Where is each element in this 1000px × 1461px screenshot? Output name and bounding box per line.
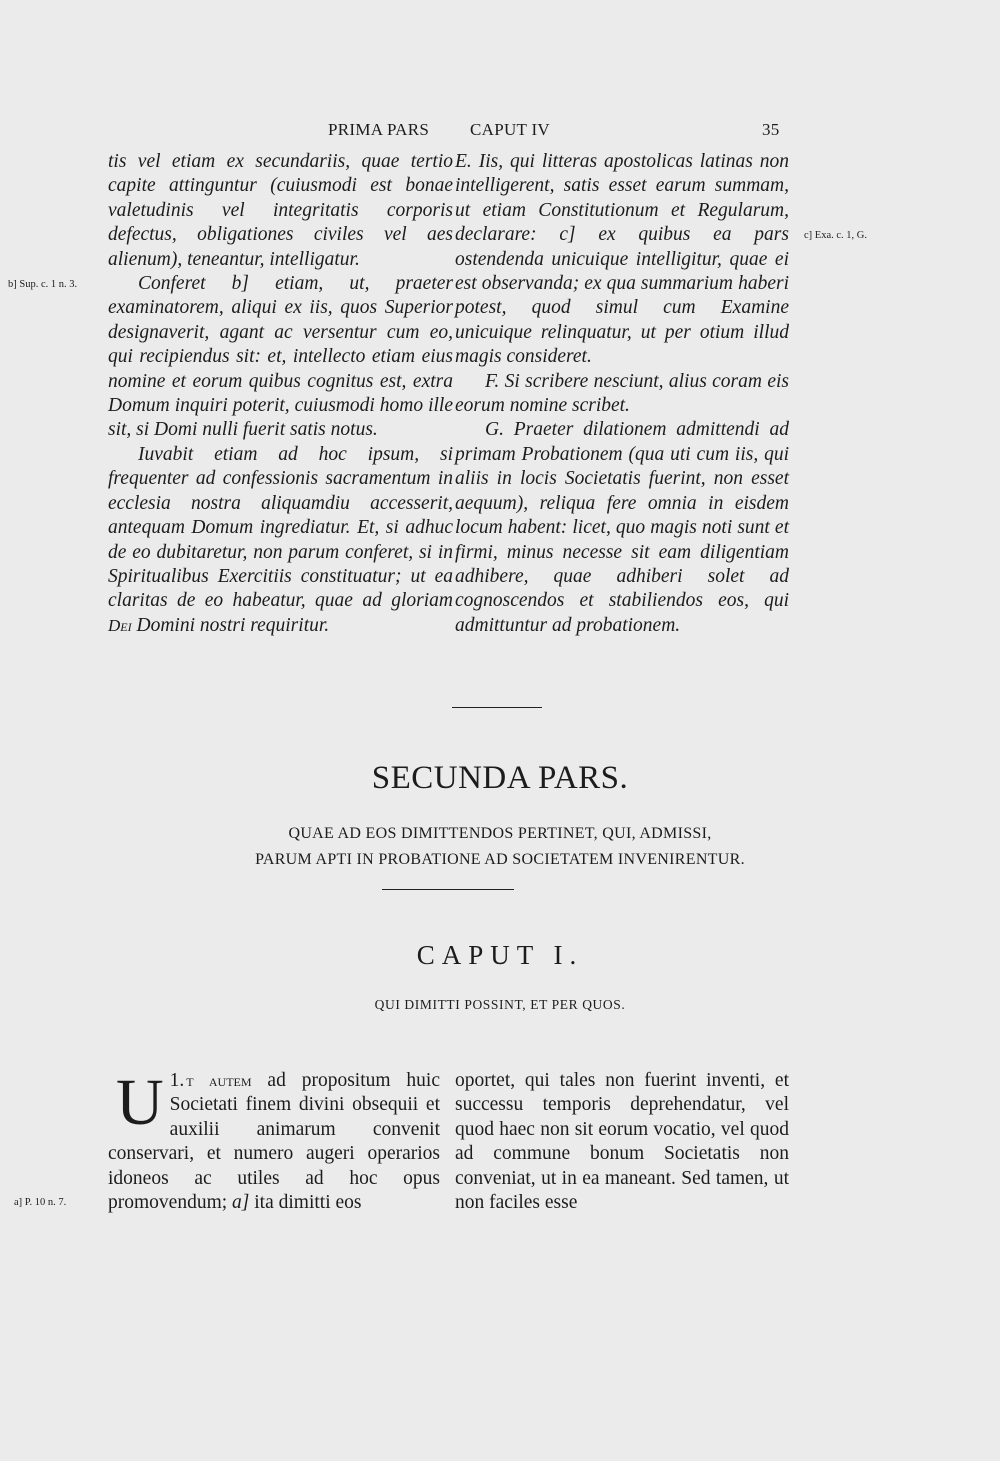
running-head-right: CAPUT IV [470, 120, 551, 139]
paragraph: oportet, qui tales non fuerint inventi, et successu temporis deprehendatur, vel quod haec non sit eorum vocatio, vel quod ad commune bonum Societatis non conveniat, ut in ea maneant. Sed tamen, ut non faciles esse [455, 1070, 789, 1214]
bottom-right-column [455, 1069, 789, 1215]
section-divider [382, 889, 514, 890]
part-title: SECUNDA PARS. [371, 760, 629, 796]
dei-smallcaps: Dei [108, 615, 132, 635]
top-right-column [455, 150, 789, 638]
margin-note-b: b] Sup. c. 1 n. 3. [8, 279, 78, 290]
part-subtitle-line2: PARUM APTI IN PROBATIONE AD SOCIETATEM INVENIRENTUR. [255, 851, 745, 868]
paragraph-text: ita dimitti eos [249, 1192, 362, 1214]
chapter-subtitle: QUI DIMITTI POSSINT, ET PER QUOS. [374, 997, 626, 1012]
top-left-column [108, 150, 453, 638]
running-head-left: PRIMA PARS [328, 120, 430, 139]
paragraph: tis vel etiam ex secundariis, quae tertio capite attinguntur (cuiusmodi est bonae valetudinis vel integritatis corporis defectus, obligationes civiles vel aes alienum), teneantur, intelligatur. [108, 151, 453, 270]
paragraph-text: Iuvabit etiam ad hoc ipsum, si frequenter ad confessionis sacramentum in ecclesia nostra aliquamdiu accesserit, antequam Domum ingrediatur. Et, si adhuc de eo dubitaretur, non parum conferet, si in Spiritualibus Exercitiis constituatur; ut ea claritas de eo habeatur, quae ad gloriam [108, 443, 453, 612]
paragraph [108, 443, 453, 638]
paragraph-text: ad propositum huic Societati finem divini obsequii et auxilii animarum convenit conservari, et numero augeri operarios idoneos ac utiles ad hoc opus promovendum; [108, 1070, 440, 1214]
declaration-e: E. Iis, qui litteras apostolicas latinas non intelligerent, satis esset earum summam, ut etiam Constitutionum et Regularum, declarare: c] ex quibus ea pars ostendenda unicuique intelligitur, quae ei est observanda; ex qua summarium haberi potest, quod simul cum Examine unicuique relinquatur, ut per otium illud magis consideret. [455, 151, 789, 368]
paragraph-text: Domini nostri requiritur. [131, 614, 330, 636]
part-subtitle-line1: QUAE AD EOS DIMITTENDOS PERTINET, QUI, ADMISSI, [288, 825, 712, 842]
opening-smallcaps: t autem [186, 1071, 252, 1090]
paragraph-number: 1. [169, 1070, 185, 1091]
margin-note-c: c] Exa. c. 1, G. [804, 230, 867, 241]
drop-cap: U [116, 1066, 164, 1139]
declaration-f: F. Si scribere nesciunt, alius coram eis eorum nomine scribet. [455, 370, 789, 417]
margin-note-a: a] P. 10 n. 7. [14, 1197, 67, 1208]
chapter-title: CAPUT I. [416, 940, 584, 970]
bottom-left-column [108, 1066, 440, 1215]
section-divider [452, 707, 542, 708]
declaration-g: G. Praeter dilationem admittendi ad primam Probationem (qua uti cum iis, qui aliis in locis Societatis fuerint, non esset aequum), reliqua fere omnia in eisdem locum habent: licet, quo magis noti sunt et firmi, minus necesse sit eam diligentiam adhibere, quae adhiberi solet ad cognoscendos et stabiliendos eos, qui admittuntur ad probationem. [455, 419, 789, 636]
paragraph: Conferet b] etiam, ut, praeter examinatorem, aliqui ex iis, quos Superior designaverit, agant ac versentur cum eo, qui recipiendus sit: et, intellecto etiam eius nomine et eorum quibus cognitus est, extra Domum inquiri poterit, cuiusmodi homo ille sit, si Domi nulli fuerit satis notus. [108, 273, 453, 441]
footnote-ref: a] [232, 1192, 250, 1214]
paragraph [108, 1066, 440, 1215]
page-number: 35 [762, 120, 780, 139]
